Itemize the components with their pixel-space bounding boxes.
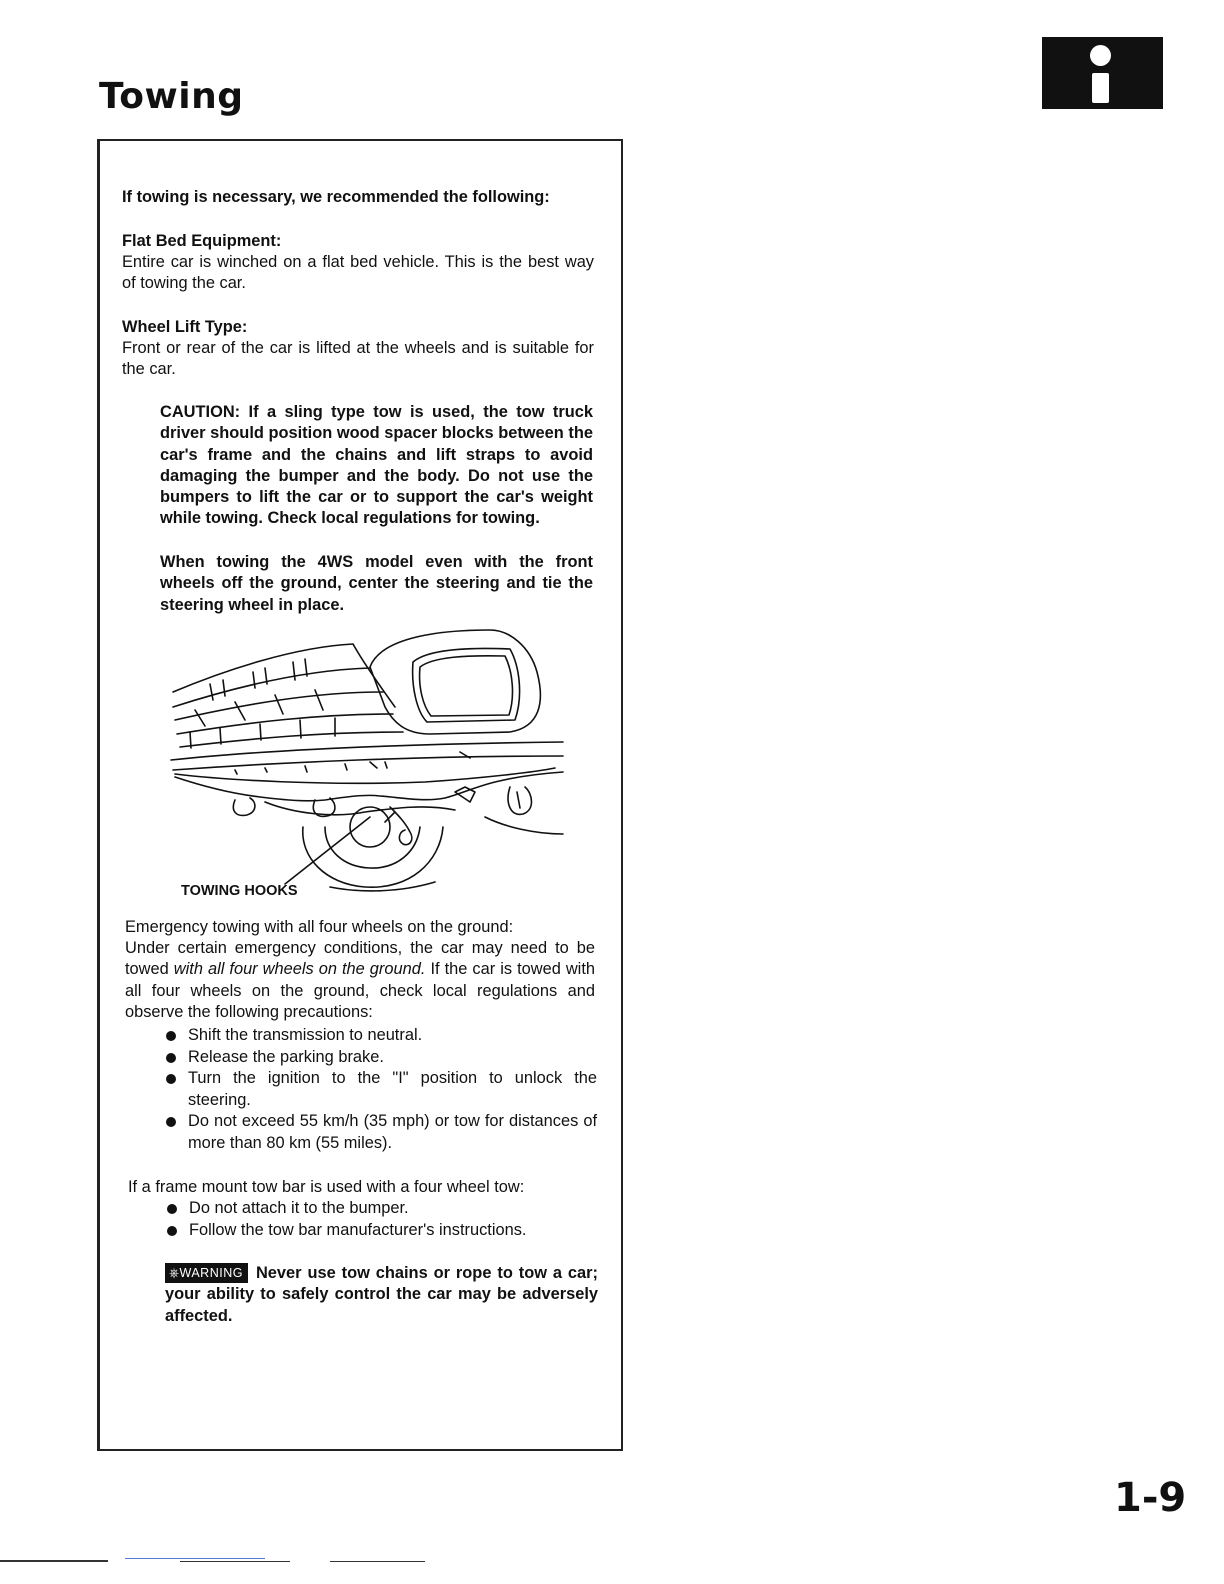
footer-rule	[330, 1561, 425, 1562]
intro-text: If towing is necessary, we recommended the following:	[122, 188, 550, 206]
list-item: Turn the ignition to the "I" position to unlock the steering.	[165, 1068, 597, 1111]
warning-icon: ⎈	[169, 1266, 180, 1280]
towing-hooks-illustration	[165, 622, 570, 897]
emergency-text	[125, 938, 595, 1023]
warning-badge	[165, 1263, 248, 1283]
page-number: 1-9	[1114, 1475, 1187, 1521]
footer-rule	[180, 1561, 290, 1562]
info-icon	[1042, 37, 1163, 109]
emergency-precautions-list	[165, 1025, 597, 1154]
page-title: Towing	[99, 76, 244, 117]
caution-label: CAUTION:	[160, 403, 241, 421]
flat-bed-heading: Flat Bed Equipment:	[122, 232, 282, 250]
tow-bar-text: If a frame mount tow bar is used with a four wheel tow:	[128, 1178, 525, 1196]
emergency-heading: Emergency towing with all four wheels on the ground:	[125, 918, 514, 936]
warning-badge-label: WARNING	[179, 1266, 243, 1280]
tow-bar-list	[166, 1198, 598, 1241]
list-item: Do not attach it to the bumper.	[166, 1198, 598, 1220]
footer-rule	[0, 1560, 108, 1562]
emergency-text-2: If the car is towed with all four wheels on the ground, check local regulations and observe the following precautions:	[125, 960, 595, 1021]
list-item: Release the parking brake.	[165, 1047, 597, 1069]
list-item: Follow the tow bar manufacturer's instructions.	[166, 1220, 598, 1242]
caution-4ws-text: When towing the 4WS model even with the front wheels off the ground, center the steering and tie the steering wheel in place.	[160, 553, 593, 614]
emergency-text-italic: with all four wheels on the ground.	[173, 960, 426, 979]
wheel-lift-heading: Wheel Lift Type:	[122, 318, 248, 336]
warning-note	[165, 1263, 598, 1327]
list-item: Do not exceed 55 km/h (35 mph) or tow for distances of more than 80 km (55 miles).	[165, 1111, 597, 1154]
warning-text: Never use tow chains or rope to tow a car; your ability to safely control the car may be adversely affected.	[165, 1264, 598, 1325]
footer-rule	[125, 1558, 265, 1559]
caution-note	[160, 402, 593, 530]
emergency-text-1: Under certain emergency conditions, the car may need to be towed	[125, 939, 595, 979]
figure-caption: TOWING HOOKS	[181, 883, 298, 899]
wheel-lift-text: Front or rear of the car is lifted at the wheels and is suitable for the car.	[122, 339, 594, 379]
flat-bed-text: Entire car is winched on a flat bed vehicle. This is the best way of towing the car.	[122, 253, 594, 293]
list-item: Shift the transmission to neutral.	[165, 1025, 597, 1047]
caution-text: If a sling type tow is used, the tow truck driver should position wood spacer blocks between the car's frame and the chains and lift straps to avoid damaging the bumper and the body. Do not use the bumpers to lift the car or to support the car's weight while towing. Check local regulations for towing.	[160, 403, 593, 528]
